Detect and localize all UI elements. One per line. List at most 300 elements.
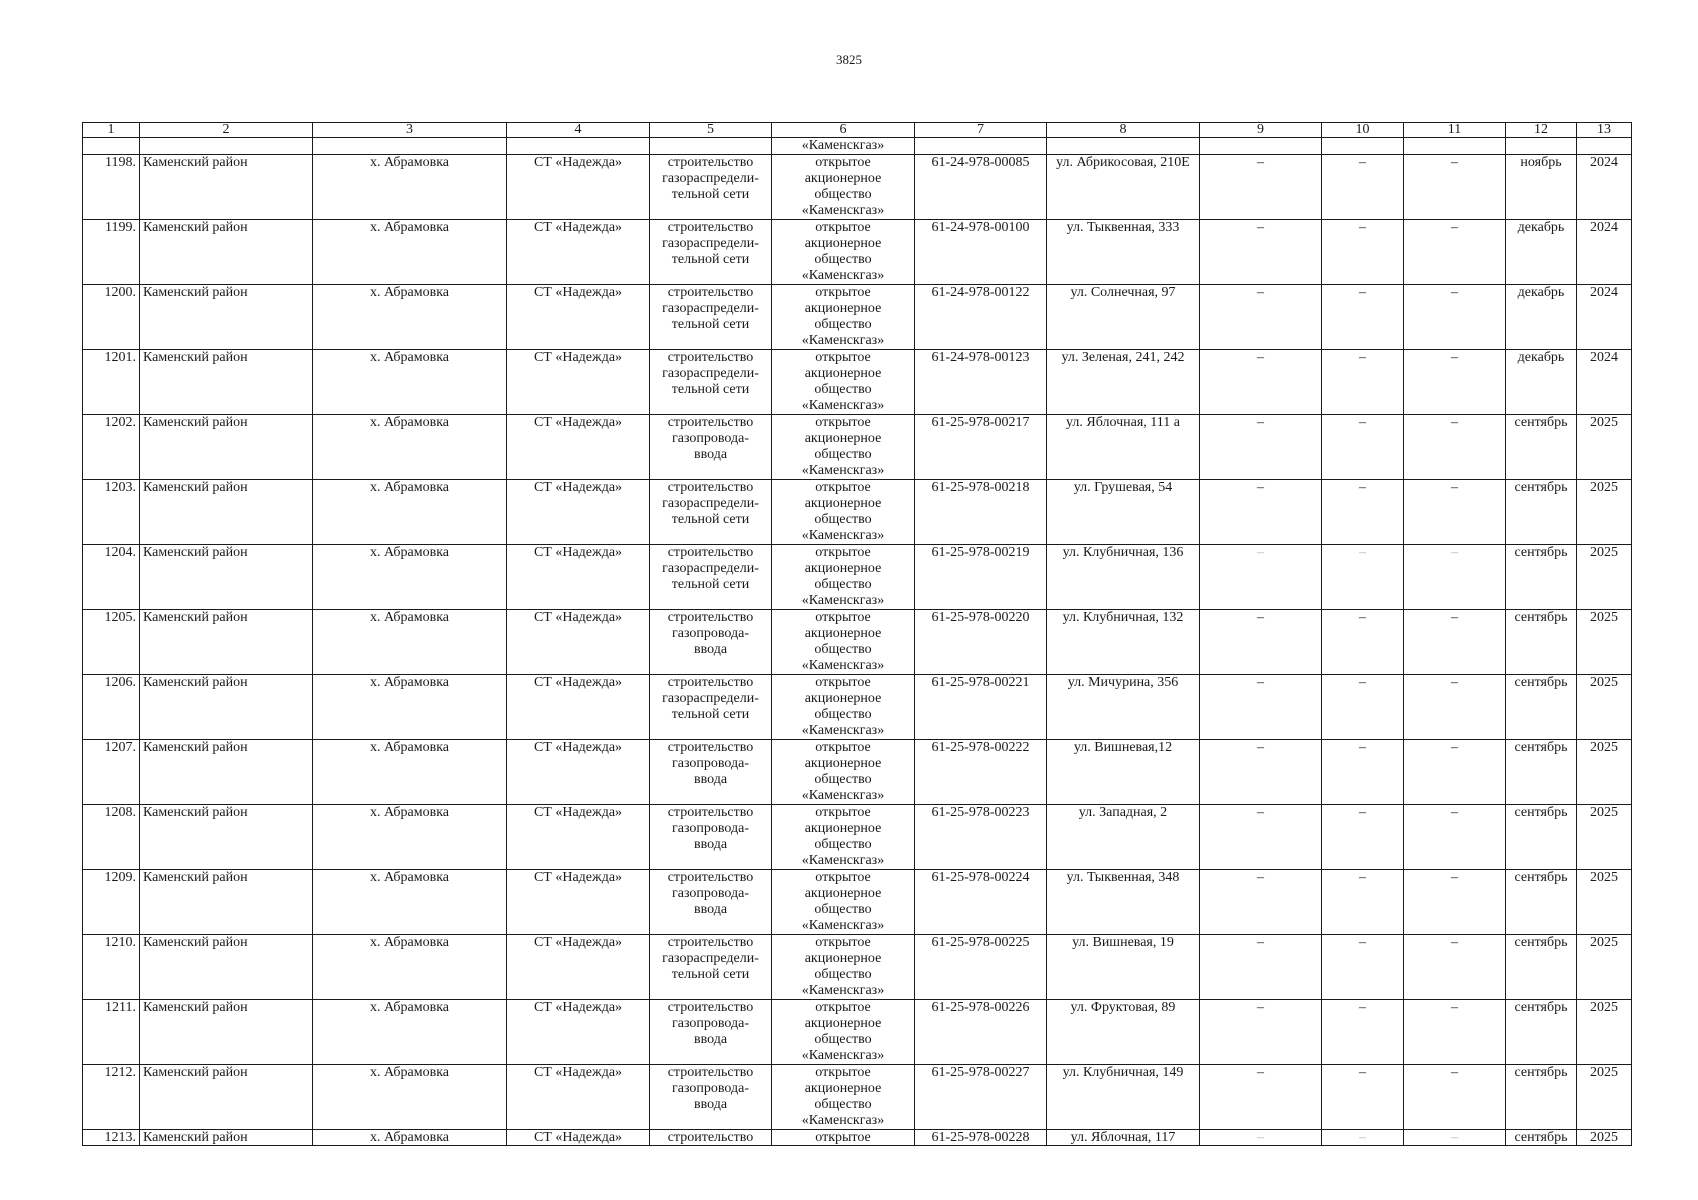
empty-cell xyxy=(1506,138,1577,155)
operator-cell-line: открытое xyxy=(815,350,871,365)
month-cell: сентябрь xyxy=(1506,675,1577,740)
district-cell: Каменский район xyxy=(140,350,313,415)
territory-cell: СТ «Надежда» xyxy=(507,1065,650,1130)
work-type-cell xyxy=(650,870,772,935)
operator-cell-line: общество xyxy=(814,1032,872,1047)
table-row xyxy=(83,480,1632,545)
empty-cell xyxy=(140,138,313,155)
year-cell: 2025 xyxy=(1577,935,1632,1000)
address-cell: ул. Клубничная, 132 xyxy=(1047,610,1200,675)
operator-cell xyxy=(772,675,915,740)
settlement-cell: х. Абрамовка xyxy=(313,870,507,935)
work-type-cell-line: ввода xyxy=(693,642,728,657)
district-cell: Каменский район xyxy=(140,675,313,740)
continuation-operator: «Каменскгаз» xyxy=(772,138,915,155)
work-type-cell-line: газораспредели- xyxy=(662,951,759,966)
operator-cell-line: «Каменскгаз» xyxy=(801,398,885,413)
column-9-cell: – xyxy=(1200,285,1322,350)
operator-cell xyxy=(772,415,915,480)
table-row xyxy=(83,805,1632,870)
work-type-cell-line: ввода xyxy=(693,447,728,462)
table-row xyxy=(83,350,1632,415)
operator-cell-line: акционерное xyxy=(804,691,882,706)
column-11-cell: – xyxy=(1404,415,1506,480)
district-cell: Каменский район xyxy=(140,415,313,480)
work-type-cell xyxy=(650,610,772,675)
operator-cell-line: общество xyxy=(814,967,872,982)
work-type-cell-line: строительство xyxy=(667,740,754,755)
work-type-cell-line: строительство xyxy=(667,285,754,300)
column-11-cell: – xyxy=(1404,480,1506,545)
column-11-cell: – xyxy=(1404,220,1506,285)
operator-cell-line: «Каменскгаз» xyxy=(801,1048,885,1063)
month-cell: декабрь xyxy=(1506,350,1577,415)
settlement-cell: х. Абрамовка xyxy=(313,740,507,805)
month-cell: сентябрь xyxy=(1506,415,1577,480)
territory-cell: СТ «Надежда» xyxy=(507,415,650,480)
month-cell: сентябрь xyxy=(1506,545,1577,610)
work-type-cell-line: строительство xyxy=(667,545,754,560)
operator-cell-line: «Каменскгаз» xyxy=(801,983,885,998)
year-cell: 2025 xyxy=(1577,1065,1632,1130)
continuation-row xyxy=(83,138,1632,155)
territory-cell: СТ «Надежда» xyxy=(507,155,650,220)
object-code-cell: 61-25-978-00226 xyxy=(915,1000,1047,1065)
row-number: 1212. xyxy=(83,1065,140,1130)
column-9-cell: – xyxy=(1200,415,1322,480)
district-cell: Каменский район xyxy=(140,870,313,935)
work-type-cell-line: газораспредели- xyxy=(662,366,759,381)
operator-cell-line: акционерное xyxy=(804,431,882,446)
operator-cell-line: «Каменскгаз» xyxy=(801,1113,885,1128)
operator-cell xyxy=(772,610,915,675)
district-cell: Каменский район xyxy=(140,1000,313,1065)
row-number: 1210. xyxy=(83,935,140,1000)
year-cell: 2025 xyxy=(1577,610,1632,675)
operator-cell xyxy=(772,805,915,870)
empty-cell xyxy=(1577,138,1632,155)
district-cell: Каменский район xyxy=(140,610,313,675)
column-9-cell: – xyxy=(1200,740,1322,805)
month-cell: сентябрь xyxy=(1506,805,1577,870)
address-cell: ул. Клубничная, 136 xyxy=(1047,545,1200,610)
operator-cell-line: общество xyxy=(814,1097,872,1112)
operator-cell-line: общество xyxy=(814,707,872,722)
operator-cell-line: открытое xyxy=(815,740,871,755)
operator-cell-line: акционерное xyxy=(804,626,882,641)
row-number: 1199. xyxy=(83,220,140,285)
operator-cell-line: общество xyxy=(814,317,872,332)
object-code-cell: 61-25-978-00223 xyxy=(915,805,1047,870)
work-type-cell-line: газопровода- xyxy=(671,1016,749,1031)
column-9-cell: – xyxy=(1200,1065,1322,1130)
operator-cell-line: акционерное xyxy=(804,301,882,316)
year-cell: 2025 xyxy=(1577,805,1632,870)
work-type-cell-line: газораспредели- xyxy=(662,691,759,706)
year-cell: 2024 xyxy=(1577,155,1632,220)
work-type-cell xyxy=(650,805,772,870)
column-11-cell: – xyxy=(1404,610,1506,675)
year-cell: 2025 xyxy=(1577,870,1632,935)
column-11-cell: – xyxy=(1404,545,1506,610)
work-type-cell-line: тельной сети xyxy=(671,317,750,332)
year-cell: 2025 xyxy=(1577,1000,1632,1065)
table-row xyxy=(83,1000,1632,1065)
column-9-cell: – xyxy=(1200,545,1322,610)
work-type-cell-line: газопровода- xyxy=(671,626,749,641)
operator-cell-line: открытое xyxy=(815,1000,871,1015)
row-number: 1203. xyxy=(83,480,140,545)
column-number: 2 xyxy=(140,123,313,138)
operator-cell xyxy=(772,350,915,415)
column-number: 12 xyxy=(1506,123,1577,138)
object-code-cell: 61-25-978-00220 xyxy=(915,610,1047,675)
column-10-cell: – xyxy=(1322,545,1404,610)
work-type-cell-line: газораспредели- xyxy=(662,561,759,576)
operator-cell xyxy=(772,935,915,1000)
settlement-cell: х. Абрамовка xyxy=(313,675,507,740)
territory-cell: СТ «Надежда» xyxy=(507,545,650,610)
district-cell: Каменский район xyxy=(140,740,313,805)
operator-cell-line: открытое xyxy=(815,870,871,885)
operator-cell-line: акционерное xyxy=(804,886,882,901)
work-type-cell-line: тельной сети xyxy=(671,382,750,397)
column-10-cell: – xyxy=(1322,155,1404,220)
column-10-cell: – xyxy=(1322,285,1404,350)
work-type-cell-line: тельной сети xyxy=(671,707,750,722)
row-number: 1200. xyxy=(83,285,140,350)
column-10-cell: – xyxy=(1322,935,1404,1000)
column-number: 3 xyxy=(313,123,507,138)
row-number: 1198. xyxy=(83,155,140,220)
object-code-cell: 61-25-978-00217 xyxy=(915,415,1047,480)
operator-cell-line: открытое xyxy=(815,805,871,820)
district-cell: Каменский район xyxy=(140,805,313,870)
address-cell: ул. Тыквенная, 348 xyxy=(1047,870,1200,935)
work-type-cell-line: газораспредели- xyxy=(662,236,759,251)
settlement-cell: х. Абрамовка xyxy=(313,805,507,870)
month-cell: ноябрь xyxy=(1506,155,1577,220)
column-10-cell: – xyxy=(1322,480,1404,545)
month-cell: сентябрь xyxy=(1506,1000,1577,1065)
year-cell: 2024 xyxy=(1577,285,1632,350)
district-cell: Каменский район xyxy=(140,935,313,1000)
month-cell: сентябрь xyxy=(1506,610,1577,675)
empty-cell xyxy=(83,138,140,155)
column-number: 13 xyxy=(1577,123,1632,138)
operator-cell xyxy=(772,155,915,220)
column-11-cell: – xyxy=(1404,1065,1506,1130)
work-type-cell-line: строительство xyxy=(667,350,754,365)
column-11-cell: – xyxy=(1404,155,1506,220)
column-9-cell: – xyxy=(1200,1130,1322,1146)
operator-cell-line: «Каменскгаз» xyxy=(801,788,885,803)
work-type-cell-line: строительство xyxy=(667,415,754,430)
operator-cell xyxy=(772,870,915,935)
territory-cell: СТ «Надежда» xyxy=(507,610,650,675)
work-type-cell-line: тельной сети xyxy=(671,577,750,592)
operator-cell-line: открытое xyxy=(815,1065,871,1080)
operator-cell-line: общество xyxy=(814,642,872,657)
territory-cell: СТ «Надежда» xyxy=(507,805,650,870)
settlement-cell: х. Абрамовка xyxy=(313,545,507,610)
territory-cell: СТ «Надежда» xyxy=(507,285,650,350)
address-cell: ул. Яблочная, 111 а xyxy=(1047,415,1200,480)
work-type-cell xyxy=(650,1000,772,1065)
column-11-cell: – xyxy=(1404,740,1506,805)
year-cell: 2025 xyxy=(1577,480,1632,545)
territory-cell: СТ «Надежда» xyxy=(507,1130,650,1146)
column-number: 5 xyxy=(650,123,772,138)
address-cell: ул. Тыквенная, 333 xyxy=(1047,220,1200,285)
operator-cell xyxy=(772,1000,915,1065)
column-10-cell: – xyxy=(1322,1130,1404,1146)
empty-cell xyxy=(1404,138,1506,155)
object-code-cell: 61-24-978-00123 xyxy=(915,350,1047,415)
district-cell: Каменский район xyxy=(140,1065,313,1130)
column-10-cell: – xyxy=(1322,805,1404,870)
work-type-cell xyxy=(650,740,772,805)
work-type-cell-line: газораспредели- xyxy=(662,301,759,316)
empty-cell xyxy=(507,138,650,155)
empty-cell xyxy=(650,138,772,155)
settlement-cell: х. Абрамовка xyxy=(313,1000,507,1065)
operator-cell-line: открытое xyxy=(815,155,871,170)
operator-cell-line: общество xyxy=(814,772,872,787)
column-10-cell: – xyxy=(1322,740,1404,805)
column-9-cell: – xyxy=(1200,675,1322,740)
district-cell: Каменский район xyxy=(140,285,313,350)
row-number: 1205. xyxy=(83,610,140,675)
column-number: 8 xyxy=(1047,123,1200,138)
work-type-cell xyxy=(650,935,772,1000)
row-number: 1201. xyxy=(83,350,140,415)
object-code-cell: 61-24-978-00122 xyxy=(915,285,1047,350)
operator-cell-line: акционерное xyxy=(804,821,882,836)
row-number: 1204. xyxy=(83,545,140,610)
address-cell: ул. Западная, 2 xyxy=(1047,805,1200,870)
operator-cell-line: открытое xyxy=(815,675,871,690)
month-cell: сентябрь xyxy=(1506,740,1577,805)
column-11-cell: – xyxy=(1404,1130,1506,1146)
column-number: 10 xyxy=(1322,123,1404,138)
column-9-cell: – xyxy=(1200,350,1322,415)
month-cell: сентябрь xyxy=(1506,935,1577,1000)
operator-cell-line: «Каменскгаз» xyxy=(801,593,885,608)
operator-cell-line: общество xyxy=(814,187,872,202)
territory-cell: СТ «Надежда» xyxy=(507,675,650,740)
work-type-cell-line: строительство xyxy=(667,1065,754,1080)
column-number-row xyxy=(83,123,1632,138)
column-11-cell: – xyxy=(1404,350,1506,415)
column-10-cell: – xyxy=(1322,1000,1404,1065)
table-row xyxy=(83,545,1632,610)
operator-cell-line: «Каменскгаз» xyxy=(801,463,885,478)
territory-cell: СТ «Надежда» xyxy=(507,740,650,805)
settlement-cell: х. Абрамовка xyxy=(313,480,507,545)
object-code-cell: 61-25-978-00221 xyxy=(915,675,1047,740)
settlement-cell: х. Абрамовка xyxy=(313,220,507,285)
operator-cell-line: акционерное xyxy=(804,496,882,511)
table-row xyxy=(83,675,1632,740)
column-9-cell: – xyxy=(1200,1000,1322,1065)
work-type-cell xyxy=(650,155,772,220)
operator-cell xyxy=(772,1130,915,1146)
table-row xyxy=(83,220,1632,285)
column-10-cell: – xyxy=(1322,220,1404,285)
address-cell: ул. Мичурина, 356 xyxy=(1047,675,1200,740)
operator-cell-line: открытое xyxy=(815,285,871,300)
work-type-cell xyxy=(650,1065,772,1130)
work-type-cell-line: строительство xyxy=(667,480,754,495)
column-number: 1 xyxy=(83,123,140,138)
operator-cell-line: открытое xyxy=(815,415,871,430)
work-type-cell-line: газопровода- xyxy=(671,1081,749,1096)
operator-cell-line: открытое xyxy=(815,935,871,950)
work-type-cell xyxy=(650,1130,772,1146)
work-type-cell xyxy=(650,220,772,285)
work-type-cell-line: строительство xyxy=(667,675,754,690)
operator-cell-line: общество xyxy=(814,252,872,267)
settlement-cell: х. Абрамовка xyxy=(313,935,507,1000)
operator-cell-line: «Каменскгаз» xyxy=(801,528,885,543)
column-9-cell: – xyxy=(1200,480,1322,545)
object-code-cell: 61-25-978-00228 xyxy=(915,1130,1047,1146)
object-code-cell: 61-25-978-00225 xyxy=(915,935,1047,1000)
address-cell: ул. Фруктовая, 89 xyxy=(1047,1000,1200,1065)
operator-cell-line: акционерное xyxy=(804,561,882,576)
work-type-cell-line: ввода xyxy=(693,902,728,917)
settlement-cell: х. Абрамовка xyxy=(313,610,507,675)
column-number: 9 xyxy=(1200,123,1322,138)
work-type-cell-line: строительство xyxy=(667,610,754,625)
work-type-cell-line: строительство xyxy=(667,935,754,950)
work-type-cell-line: тельной сети xyxy=(671,252,750,267)
operator-cell xyxy=(772,545,915,610)
operator-cell-line: общество xyxy=(814,577,872,592)
operator-cell-line: акционерное xyxy=(804,171,882,186)
work-type-cell-line: ввода xyxy=(693,772,728,787)
year-cell: 2025 xyxy=(1577,740,1632,805)
work-type-cell-line: тельной сети xyxy=(671,512,750,527)
work-type-cell xyxy=(650,350,772,415)
operator-cell-line: общество xyxy=(814,382,872,397)
row-number: 1207. xyxy=(83,740,140,805)
work-type-cell-line: строительство xyxy=(667,805,754,820)
address-cell: ул. Вишневая,12 xyxy=(1047,740,1200,805)
work-type-cell-line: строительство xyxy=(667,155,754,170)
operator-cell-line: открытое xyxy=(815,220,871,235)
row-number: 1211. xyxy=(83,1000,140,1065)
column-10-cell: – xyxy=(1322,610,1404,675)
district-cell: Каменский район xyxy=(140,155,313,220)
work-type-cell-line: газопровода- xyxy=(671,431,749,446)
year-cell: 2024 xyxy=(1577,350,1632,415)
object-code-cell: 61-24-978-00100 xyxy=(915,220,1047,285)
operator-cell-line: открытое xyxy=(815,1130,871,1145)
empty-cell xyxy=(1047,138,1200,155)
column-9-cell: – xyxy=(1200,870,1322,935)
operator-cell xyxy=(772,220,915,285)
column-number: 4 xyxy=(507,123,650,138)
work-type-cell xyxy=(650,285,772,350)
operator-cell-line: «Каменскгаз» xyxy=(801,203,885,218)
operator-cell-line: акционерное xyxy=(804,756,882,771)
territory-cell: СТ «Надежда» xyxy=(507,1000,650,1065)
empty-cell xyxy=(313,138,507,155)
operator-cell-line: «Каменскгаз» xyxy=(801,918,885,933)
column-number: 6 xyxy=(772,123,915,138)
column-11-cell: – xyxy=(1404,285,1506,350)
address-cell: ул. Абрикосовая, 210Е xyxy=(1047,155,1200,220)
table-row xyxy=(83,870,1632,935)
year-cell: 2025 xyxy=(1577,545,1632,610)
month-cell: сентябрь xyxy=(1506,480,1577,545)
table-row xyxy=(83,155,1632,220)
work-type-cell xyxy=(650,675,772,740)
operator-cell-line: акционерное xyxy=(804,1016,882,1031)
operator-cell-line: «Каменскгаз» xyxy=(801,333,885,348)
column-9-cell: – xyxy=(1200,935,1322,1000)
operator-cell-line: акционерное xyxy=(804,236,882,251)
row-number: 1206. xyxy=(83,675,140,740)
operator-cell-line: общество xyxy=(814,512,872,527)
object-code-cell: 61-25-978-00222 xyxy=(915,740,1047,805)
empty-cell xyxy=(1200,138,1322,155)
operator-cell-line: общество xyxy=(814,837,872,852)
column-9-cell: – xyxy=(1200,220,1322,285)
table-row xyxy=(83,415,1632,480)
territory-cell: СТ «Надежда» xyxy=(507,220,650,285)
row-number: 1202. xyxy=(83,415,140,480)
empty-cell xyxy=(1322,138,1404,155)
operator-cell-line: акционерное xyxy=(804,1081,882,1096)
table-row xyxy=(83,1065,1632,1130)
object-code-cell: 61-25-978-00219 xyxy=(915,545,1047,610)
settlement-cell: х. Абрамовка xyxy=(313,1065,507,1130)
page-number: 3825 xyxy=(836,52,862,67)
work-type-cell-line: ввода xyxy=(693,837,728,852)
work-type-cell-line: газораспредели- xyxy=(662,171,759,186)
operator-cell xyxy=(772,285,915,350)
work-type-cell xyxy=(650,480,772,545)
column-11-cell: – xyxy=(1404,675,1506,740)
operator-cell xyxy=(772,480,915,545)
operator-cell xyxy=(772,740,915,805)
operator-cell-line: открытое xyxy=(815,545,871,560)
operator-cell xyxy=(772,1065,915,1130)
work-type-cell xyxy=(650,545,772,610)
settlement-cell: х. Абрамовка xyxy=(313,1130,507,1146)
work-type-cell-line: газопровода- xyxy=(671,821,749,836)
work-type-cell xyxy=(650,415,772,480)
row-number: 1209. xyxy=(83,870,140,935)
settlement-cell: х. Абрамовка xyxy=(313,350,507,415)
work-type-cell-line: строительство xyxy=(667,1000,754,1015)
settlement-cell: х. Абрамовка xyxy=(313,285,507,350)
work-type-cell-line: тельной сети xyxy=(671,967,750,982)
month-cell: декабрь xyxy=(1506,285,1577,350)
object-code-cell: 61-25-978-00218 xyxy=(915,480,1047,545)
row-number: 1208. xyxy=(83,805,140,870)
year-cell: 2025 xyxy=(1577,675,1632,740)
table-row xyxy=(83,1130,1632,1146)
address-cell: ул. Яблочная, 117 xyxy=(1047,1130,1200,1146)
territory-cell: СТ «Надежда» xyxy=(507,935,650,1000)
column-10-cell: – xyxy=(1322,415,1404,480)
territory-cell: СТ «Надежда» xyxy=(507,350,650,415)
column-11-cell: – xyxy=(1404,935,1506,1000)
